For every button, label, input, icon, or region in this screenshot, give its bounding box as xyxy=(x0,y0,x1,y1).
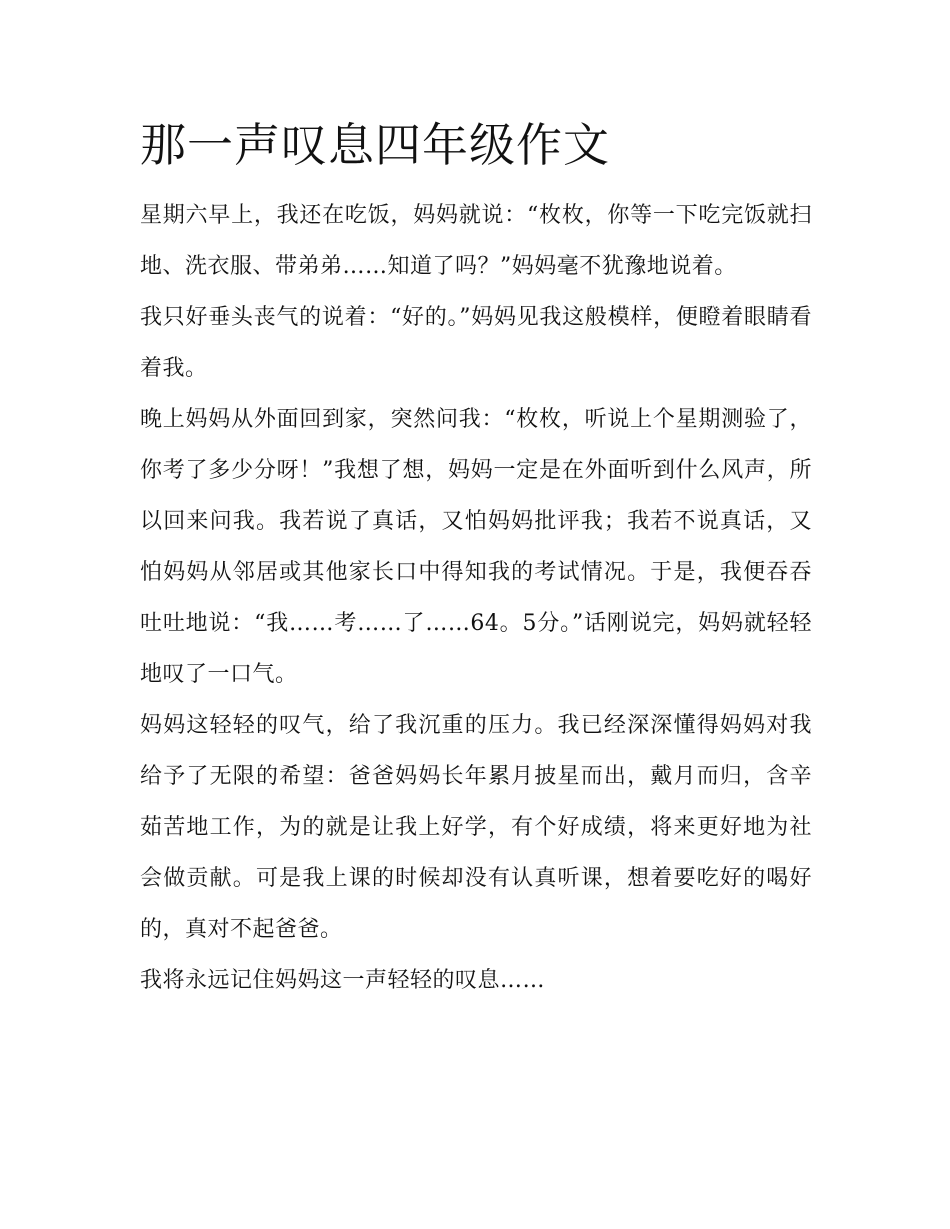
paragraph-1: 星期六早上，我还在吃饭，妈妈就说：“枚枚，你等一下吃完饭就扫地、洗衣服、带弟弟……知道了吗？”妈妈毫不犹豫地说着。 xyxy=(140,203,812,279)
paragraph-5: 我将永远记住妈妈这一声轻轻的叹息…… xyxy=(140,968,546,993)
paragraph-2: 我只好垂头丧气的说着：“好的。”妈妈见我这般模样，便瞪着眼睛看着我。 xyxy=(140,305,812,381)
document-title: 那一声叹息四年级作文 xyxy=(140,118,610,172)
paragraph-4: 妈妈这轻轻的叹气，给了我沉重的压力。我已经深深懂得妈妈对我给予了无限的希望：爸爸妈妈长年累月披星而出，戴月而归，含辛茹苦地工作，为的就是让我上好学，有个好成绩，将来更好地为社会做贡献。可是我上课的时候却没有认真听课，想着要吃好的喝好的，真对不起爸爸。 xyxy=(140,713,812,942)
document-page xyxy=(140,112,812,1006)
paragraph-3: 晚上妈妈从外面回到家，突然问我：“枚枚，听说上个星期测验了，你考了多少分呀！”我想了想，妈妈一定是在外面听到什么风声，所以回来问我。我若说了真话，又怕妈妈批评我；我若不说真话，又怕妈妈从邻居或其他家长口中得知我的考试情况。于是，我便吞吞吐吐地说：“我……考……了……64。5分。”话刚说完，妈妈就轻轻地叹了一口气。 xyxy=(140,407,812,687)
